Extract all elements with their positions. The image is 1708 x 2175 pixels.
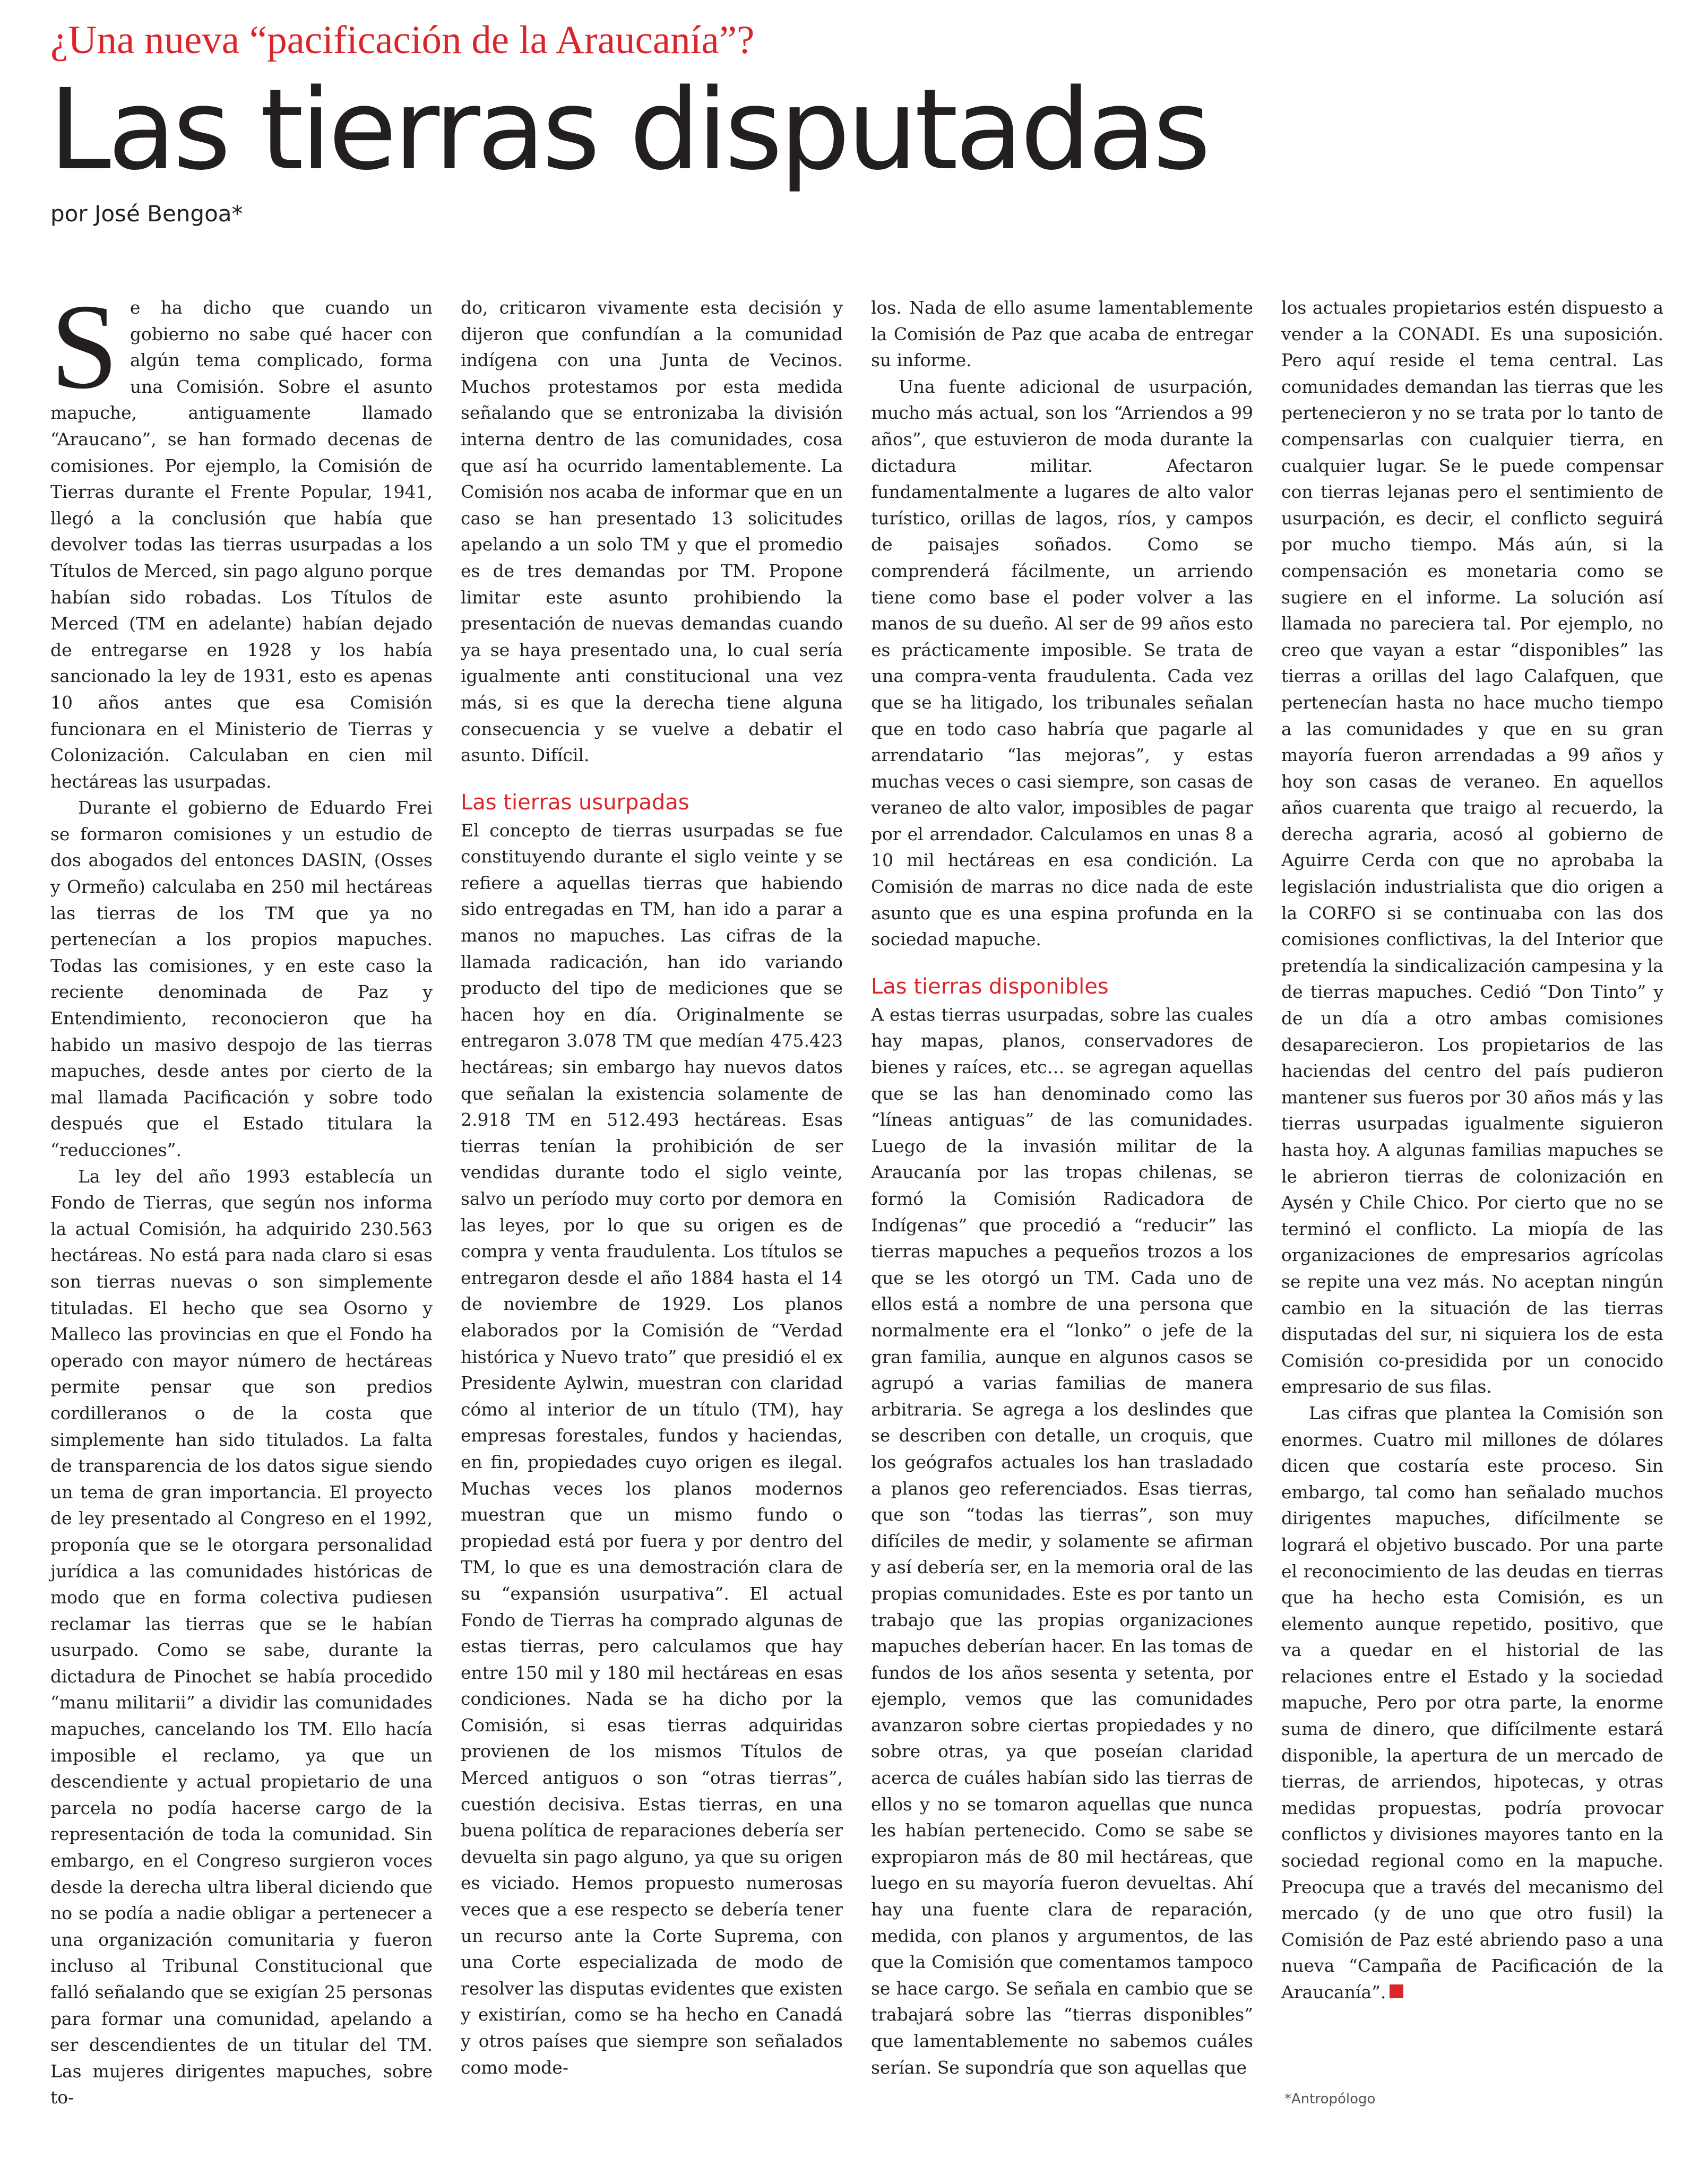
byline: por José Bengoa* [50,201,243,227]
paragraph-2: Durante el gobierno de Eduardo Frei se formaron comisiones y un estudio de dos abogados del entonces DASIN, (Osses y Ormeño) calculaba en 250 mil hectáreas las tierras de los TM que ya no pertenecían a los propios mapuches. Todas las comisiones, y en este caso la reciente denominada de Paz y Entendimiento, reconocieron que ha habido un masivo despojo de las tierras mapuches, desde antes por cierto de la mal llamada Pacificación y sobre todo después que el Estado titulara la “reducciones”. [50,797,433,1160]
footnote: *Antropólogo [1284,2091,1376,2107]
column-1 [50,279,433,2111]
paragraph-7: Una fuente adicional de usurpación, mucho más actual, son los “Arriendos a 99 años”, que estuvieron de moda durante la dictadura militar. Afectaron fundamentalmente a lugares de alto valor turístico, orillas de lagos, ríos, y campos de paisajes soñados. Como se comprenderá fácilmente, un arriendo tiene como base el poder volver a las manos de su dueño. Al ser de 99 años esto es prácticamente imposible. Se trata de una compra-venta fraudulenta. Cada vez que se ha litigado, los tribunales señalan que en todo caso habría que pagarle al arrendatario “las mejoras”, y estas muchas veces o casi siempre, son casas de veraneo de alto valor, imposibles de pagar por el arrendador. Calculamos en unas 8 a 10 mil hectáreas en esa condición. La Comisión de marras no dice nada de este asunto que es una espina profunda en la sociedad mapuche. [871,376,1253,950]
paragraph-1 [50,279,433,795]
paragraph-6: los. Nada de ello asume lamentablemente la Comisión de Paz que acaba de entregar su informe. [871,297,1253,371]
paragraph-text: Las cifras que plantea la Comisión son enormes. Cuatro mil millones de dólares dicen que costaría este proceso. Sin embargo, tal como han señalado muchos dirigentes mapuches, difícilmente se logrará el objetivo buscado. Por una parte el reconocimiento de las deudas en tierras que ha hecho esta Comisión, es un elemento aunque repetido, positivo, que va a quedar en el historial de las relaciones entre el Estado y la sociedad mapuche, Pero por otra parte, la enorme suma de dinero, que difícilmente estará disponible, la apertura de un mercado de tierras, de arriendos, hipotecas, y otras medidas propuestas, podría provocar conflictos y divisiones mayores tanto en la sociedad regional como en la mapuche. Preocupa que a través del mecanismo del mercado (y de uno que otro fusil) la Comisión de Paz esté abriendo paso a una nueva “Campaña de Pacificación de la Araucanía”. [1281,1402,1663,2003]
column-2 [461,295,843,2081]
paragraph-4: do, criticaron vivamente esta decisión y dijeron que confundían a la comunidad indígena con una Junta de Vecinos. Muchos protestamos por esta medida señalando que se entronizaba la división interna dentro de las comunidades, cosa que así ha ocurrido lamentablemente. La Comisión nos acaba de informar que en un caso se han presentado 13 solicitudes apelando a un solo TM y que el promedio es de tres demandas por TM. Propone limitar este asunto prohibiendo la presentación de nuevas demandas cuando ya se haya presentado una, lo cual sería igualmente anti constitucional una vez más, si es que la derecha tiene alguna consecuencia y se vuelve a debatir el asunto. Difícil. [461,297,843,766]
paragraph-8: A estas tierras usurpadas, sobre las cuales hay mapas, planos, conservadores de bienes y raíces, etc… se agregan aquellas que se las han denominado como las “líneas antiguas” de las comunidades. Luego de la invasión militar de la Araucanía por las tropas chilenas, se formó la Comisión Radicadora de Indígenas” que procedió a “reducir” las tierras mapuches a pequeños trozos a los que se les otorgó un TM. Cada uno de ellos está a nombre de una persona que normalmente era el “lonko” o jefe de la gran familia, aunque en algunos casos se agrupó a varias familias de manera arbitraria. Se agrega a los deslindes que se describen con detalle, un croquis, que los geógrafos actuales los han trasladado a planos geo referenciados. Esas tierras, que son “todas las tierras”, son muy difíciles de medir, y solamente se afirman y así debería ser, en la memoria oral de las propias comunidades. Este es por tanto un trabajo que las propias organizaciones mapuches deberían hacer. En las tomas de fundos de los años sesenta y setenta, por ejemplo, vemos que las comunidades avanzaron sobre ciertas propiedades y no sobre otras, ya que poseían claridad acerca de cuáles habían sido las tierras de ellos y no se tomaron aquellas que nunca les habían pertenecido. Como se sabe se expropiaron más de 80 mil hectáreas, que luego en su mayoría fueron devueltas. Ahí hay una fuente clara de reparación, medida, con planos y argumentos, de las que la Comisión que comentamos tampoco se hace cargo. Se señala en cambio que se trabajará sobre las “tierras disponibles” que lamentablemente no sabemos cuáles serían. Se supondría que son aquellas que [871,1004,1253,2078]
column-4 [1281,295,1663,2006]
end-mark-icon [1390,1984,1403,1998]
paragraph-3: La ley del año 1993 establecía un Fondo de Tierras, que según nos informa la actual Comisión, ha adquirido 230.563 hectáreas. No está para nada claro si esas son tierras nuevas o son simplemente tituladas. El hecho que sea Osorno y Malleco las provincias en que el Fondo ha operado con mayor número de hectáreas permite pensar que son predios cordilleranos o de la costa que simplemente han sido titulados. La falta de transparencia de los datos sigue siendo un tema de gran importancia. El proyecto de ley presentado al Congreso en el 1992, proponía que se le otorgara personalidad jurídica a las comunidades históricas de modo que en forma colectiva pudiesen reclamar las tierras que se le habían usurpado. Como se sabe, durante la dictadura de Pinochet se había procedido “manu militarii” a dividir las comunidades mapuches, cancelando los TM. Ello hacía imposible el reclamo, ya que un descendiente y actual propietario de una parcela no podía hacerse cargo de la representación de toda la comunidad. Sin embargo, en el Congreso surgieron voces desde la derecha ultra liberal diciendo que no se podía a nadie obligar a pertenecer a una organización comunitaria y fueron incluso al Tribunal Constitucional que falló señalando que se exigían 25 personas para formar una comunidad, apelando a ser descendientes de un titular del TM. Las mujeres dirigentes mapuches, sobre to- [50,1166,433,2108]
paragraph-9: los actuales propietarios estén dispuesto a vender a la CONADI. Es una suposición. Pero aquí reside el tema central. Las comunidades demandan las tierras que les pertenecieron y no se trata por lo tanto de compensarlas con cualquier tierra, en cualquier lugar. Se le puede compensar con tierras lejanas pero el sentimiento de usurpación, es decir, el conflicto seguirá por mucho tiempo. Más aún, si la compensación es monetaria como se sugiere en el informe. La solución así llamada no pareciera tal. Por ejemplo, no creo que vayan a estar “disponibles” las tierras a orillas del lago Calafquen, que pertenecían hasta no hace mucho tiempo a las comunidades y que en su gran mayoría fueron arrendadas a 99 años y hoy son casas de veraneo. En aquellos años cuarenta que traigo al recuerdo, la derecha agraria, acosó al gobierno de Aguirre Cerda con que no aprobaba la legislación industrialista que dio origen a la CORFO si se continuaba con las dos comisiones conflictivas, la del Interior que pretendía la sindicalización campesina y la de tierras mapuches. Cedió “Don Tinto” y de un día a otro ambas comisiones desaparecieron. Los propietarios de las haciendas del centro del país pudieron mantener sus fueros por 30 años más y las tierras usurpadas igualmente siguieron hasta hoy. A algunas familias mapuches se le abrieron tierras de colonización en Aysén y Chile Chico. Por cierto que no se terminó el conflicto. La miopía de las organizaciones de empresarios agrícolas se repite una vez más. No aceptan ningún cambio en la situación de las tierras disputadas del sur, ni siquiera los de esta Comisión co-presidida por un conocido empresario de sus filas. [1281,297,1663,1397]
drop-cap: S [50,279,118,414]
paragraph-5: El concepto de tierras usurpadas se fue constituyendo durante el siglo veinte y se refiere a aquellas tierras que habiendo sido entregadas en TM, han ido a parar a manos no mapuches. Las cifras de la llamada radicación, han ido variando producto del tipo de mediciones que se hacen hoy en día. Originalmente se entregaron 3.078 TM que medían 475.423 hectáreas; sin embargo hay nuevos datos que señalan la existencia solamente de 2.918 TM en 512.493 hectáreas. Esas tierras tenían la prohibición de ser vendidas durante todo el siglo veinte, salvo un período muy corto por demora en las leyes, por lo que su origen es de compra y venta fraudulenta. Los títulos se entregaron desde el año 1884 hasta el 14 de noviembre de 1929. Los planos elaborados por la Comisión de “Verdad histórica y Nuevo trato” que presidió el ex Presidente Aylwin, muestran con claridad cómo al interior de un título (TM), hay empresas forestales, fundos y haciendas, en fin, propiedades cuyo origen es ilegal. Muchas veces los planos modernos muestran que un mismo fundo o propiedad está por fuera y por dentro del TM, lo que es una demostración clara de su “expansión usurpativa”. El actual Fondo de Tierras ha comprado algunas de estas tierras, pero calculamos que hay entre 150 mil y 180 mil hectáreas en esas condiciones. Nada se ha dicho por la Comisión, si esas tierras adquiridas provienen de los mismos Títulos de Merced antiguos o son “otras tierras”, cuestión decisiva. Estas tierras, en una buena política de reparaciones debería ser devuelta sin pago alguno, ya que su origen es viciado. Hemos propuesto numerosas veces que a ese respecto se debería tener un recurso ante la Corte Suprema, con una Corte especializada de modo de resolver las disputas evidentes que existen y existirían, como se ha hecho en Canadá y otros países que siempre son señalados como mode- [461,819,843,2078]
headline: Las tierras disputadas [49,65,1208,195]
paragraph-10 [1281,1400,1663,2006]
paragraph-text: e ha dicho que cuando un gobierno no sabe qué hacer con algún tema complicado, forma una Comisión. Sobre el asunto mapuche, antiguamente llamado “Araucano”, se han formado decenas de comisiones. Por ejemplo, la Comisión de Tierras durante el Frente Popular, 1941, llegó a la conclusión que había que devolver todas las tierras usurpadas a los Títulos de Merced, sin pago alguno porque habían sido robadas. Los Títulos de Merced (TM en adelante) habían dejado de entregarse en 1928 y los había sancionado la ley de 1931, esto es apenas 10 años antes que esa Comisión funcionara en el Ministerio de Tierras y Colonización. Calculaban en cien mil hectáreas las usurpadas. [50,297,433,792]
column-3 [871,295,1253,2081]
kicker: ¿Una nueva “pacificación de la Araucanía”? [50,18,755,62]
subhead-usurpadas: Las tierras usurpadas [461,790,689,815]
subhead-disponibles: Las tierras disponibles [871,974,1109,999]
